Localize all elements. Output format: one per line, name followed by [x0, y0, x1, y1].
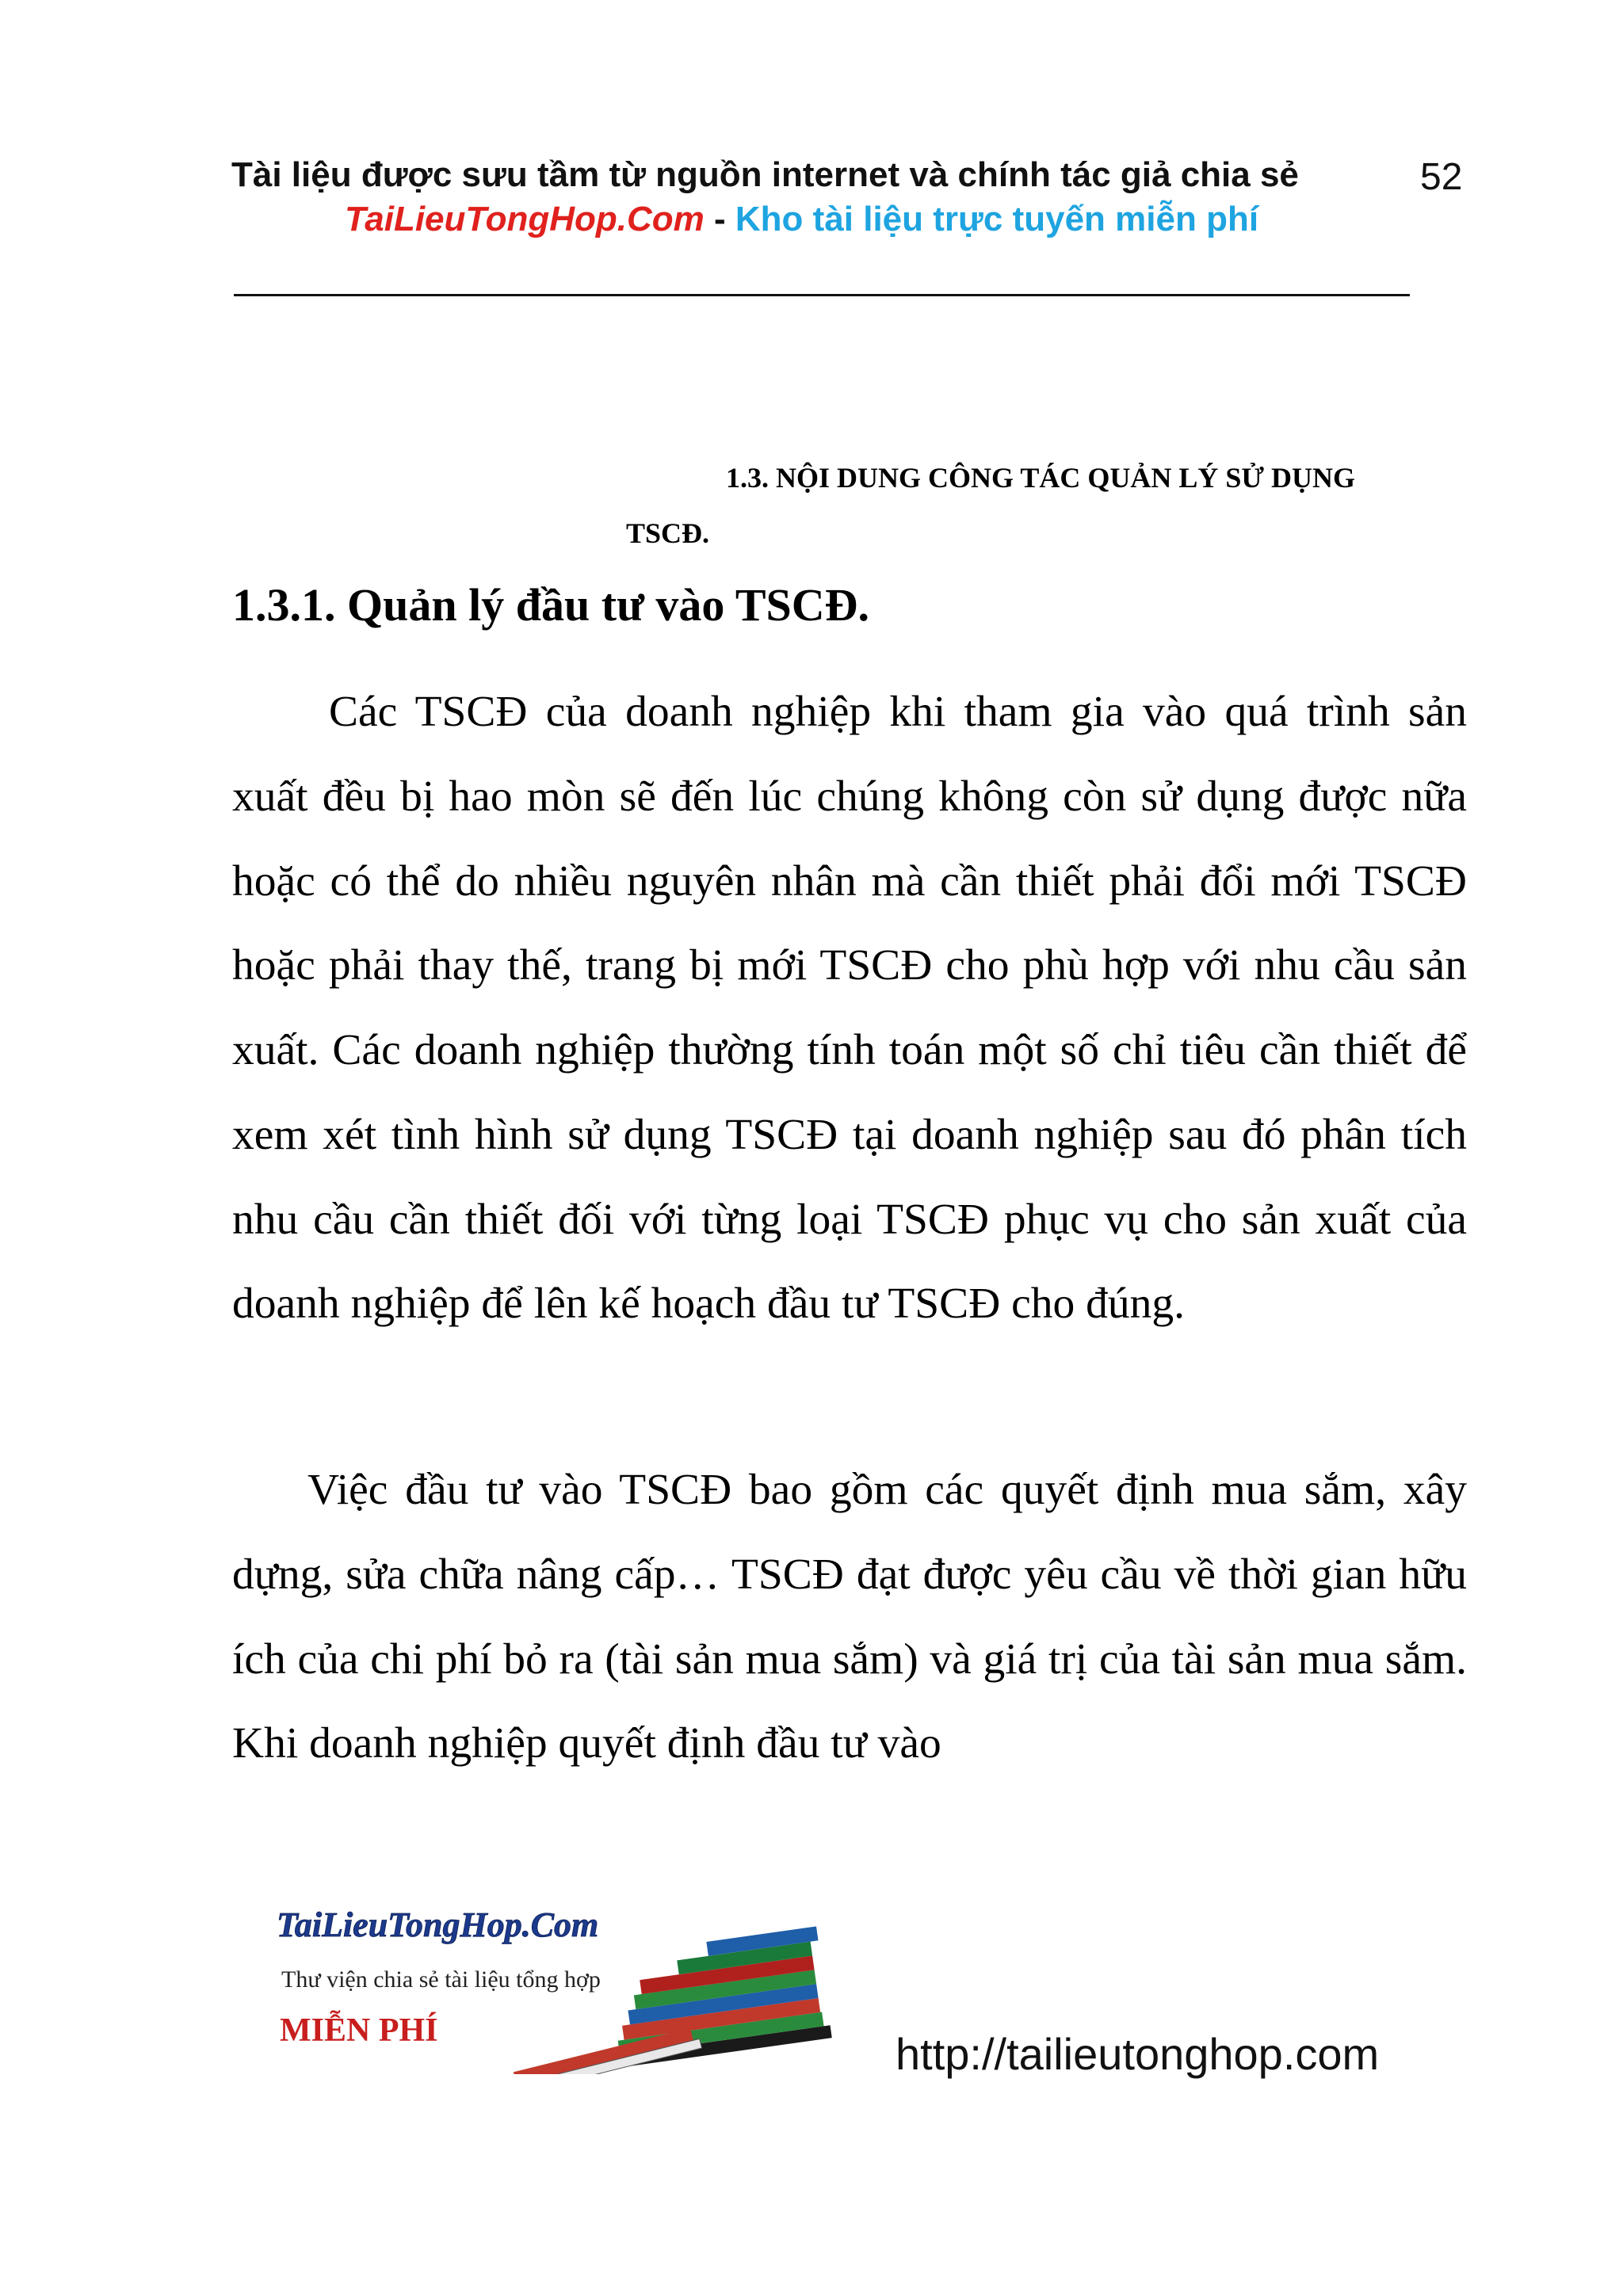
header-tagline: Kho tài liệu trực tuyến miễn phí: [735, 200, 1259, 238]
header-source-note: Tài liệu được sưu tầm từ nguồn internet và chính tác giả chia sẻ: [231, 155, 1299, 194]
books-icon: [514, 1926, 832, 2074]
body-paragraph-1: Các TSCĐ của doanh nghiệp khi tham gia vào quá trình sản xuất đều bị hao mòn sẽ đến lúc chúng không còn sử dụng được nữa hoặc có thể do nhiều nguyên nhân mà cần thiết phải đổi mới TSCĐ hoặc phải thay thế, trang bị mới TSCĐ cho phù hợp với nhu cầu sản xuất. Các doanh nghiệp thường tính toán một số chỉ tiêu cần thiết để xem xét tình hình sử dụng TSCĐ tại doanh nghiệp sau đó phân tích nhu cầu cần thiết đối với từng loại TSCĐ phục vụ cho sản xuất của doanh nghiệp để lên kế hoạch đầu tư TSCĐ cho đúng.: [232, 688, 1467, 1329]
logo-title: TaiLieuTongHop.Com: [277, 1905, 599, 1944]
header-separator: -: [704, 200, 735, 238]
page-number: 52: [1420, 156, 1463, 198]
subsection-heading: 1.3.1. Quản lý đầu tư vào TSCĐ.: [232, 579, 870, 631]
header-site-name[interactable]: TaiLieuTongHop.Com: [345, 200, 705, 238]
body-paragraph-2: Việc đầu tư vào TSCĐ bao gồm các quyết định mua sắm, xây dựng, sửa chữa nâng cấp… TSCĐ đạt được yêu cầu về thời gian hữu ích của chi phí bỏ ra (tài sản mua sắm) và giá trị của tài sản mua sắm. Khi doanh nghiệp quyết định đầu tư vào: [232, 1466, 1467, 1768]
footer-logo[interactable]: [273, 1900, 884, 2074]
section-heading-continuation: TSCĐ.: [626, 517, 710, 549]
logo-subtitle: Thư viện chia sẻ tài liệu tổng hợp: [281, 1966, 601, 1993]
footer-url-link[interactable]: http://tailieutonghop.com: [896, 2029, 1380, 2079]
section-heading: 1.3. NỘI DUNG CÔNG TÁC QUẢN LÝ SỬ DỤNG: [726, 462, 1356, 494]
header-divider: [234, 294, 1410, 296]
logo-badge: MIỄN PHÍ: [280, 2012, 438, 2049]
header-site-line: [345, 200, 1258, 239]
